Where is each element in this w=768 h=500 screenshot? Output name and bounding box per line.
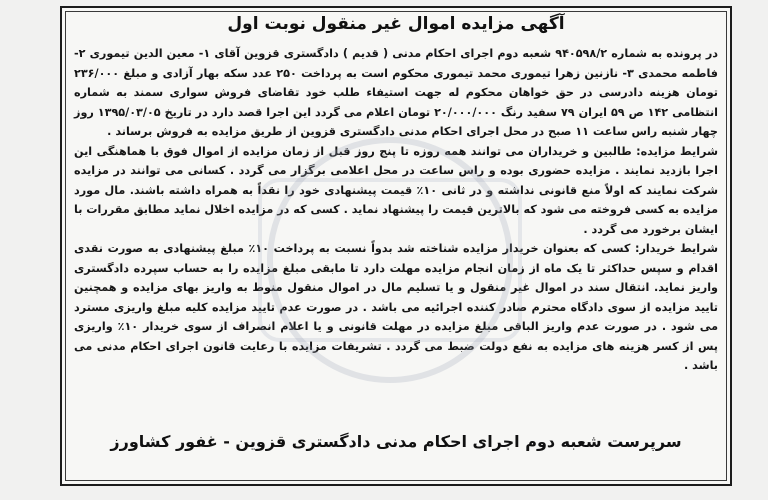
notice-frame: [60, 6, 732, 486]
buyer-conditions-paragraph: شرایط خریدار: کسی که بعنوان خریدار مزایده شناخته شد بدواً نسبت به پرداخت ۱۰٪ مبلغ پیشنهادی به صورت نقدی اقدام و سپس حداکثر تا یک ماه از زمان انجام مزایده مهلت دارد تا مابقی مبلغ مزایده را به حساب سپرده دادگستری واریز نماید. انتقال سند در اموال غیر منقول و یا تسلیم مال در اموال منقول منوط به واریز بهای مزایده و همچنین تایید مزایده از سوی دادگاه محترم صادر کننده اجرائیه می باشد . در صورت عدم تایید مزایده کلیه مبلغ واریزی مسترد می شود . در صورت عدم واریز الباقی مبلغ مزایده در مهلت قانونی و یا اعلام انصراف از سوی خریدار ۱۰٪ واریزی پس از کسر هزینه های مزایده به نفع دولت ضبط می گردد . تشریفات مزایده با رعایت قانون اجرای احکام مدنی می باشد .: [74, 242, 718, 372]
notice-title: آگهی مزایده اموال غیر منقول نوبت اول: [227, 14, 565, 34]
auction-conditions-paragraph: شرایط مزایده: طالبین و خریداران می توانند همه روزه تا پنج روز قبل از زمان مزایده از اموال فوق با هماهنگی این اجرا بازدید نمایند . مزایده حضوری بوده و راس ساعت در محل اعلامی برگزار می گردد . کسانی می توانند در مزایده شرکت نمایند که اولاً منع قانونی نداشته و در ثانی ۱۰٪ قیمت پیشنهادی خود را نقداً به همراه داشته باشند. مال مورد مزایده به کسی فروخته می شود که بالاترین قیمت را پیشنهاد نماید . کسی که در مزایده اخلال نماید مطابق مقررات با ایشان برخورد می گردد .: [74, 144, 719, 236]
case-paragraph: در پرونده به شماره ۹۴۰۵۹۸/۲ شعبه دوم اجرای احکام مدنی ( قدیم ) دادگستری قزوین آقای ۱- معین الدین تیموری ۲- فاطمه محمدی ۳- نازنین زهرا تیموری محمد تیموری محکوم است به پرداخت ۲۵۰ عدد سکه بهار آزادی و مبلغ ۲۳۶/۰۰۰ تومان هزینه دادرسی در حق خواهان محکوم له جهت استیفاء طلب خود تقاضای فروش سواری سمند به شماره انتظامی ۱۴۲ ص ۵۹ ایران ۷۹ سفید رنگ ۲۰/۰۰۰/۰۰۰ تومان اعلام می گردد این اجرا قصد دارد در تاریخ ۱۳۹۵/۰۳/۰۵ روز چهار شنبه راس ساعت ۱۱ صبح در محل اجرای احکام مدنی دادگستری قزوین از طریق مزایده به فروش برساند .: [74, 47, 719, 138]
signature-line: سرپرست شعبه دوم اجرای احکام مدنی دادگستری قزوین - غفور کشاورز: [110, 432, 682, 451]
notice-body: [74, 44, 718, 376]
